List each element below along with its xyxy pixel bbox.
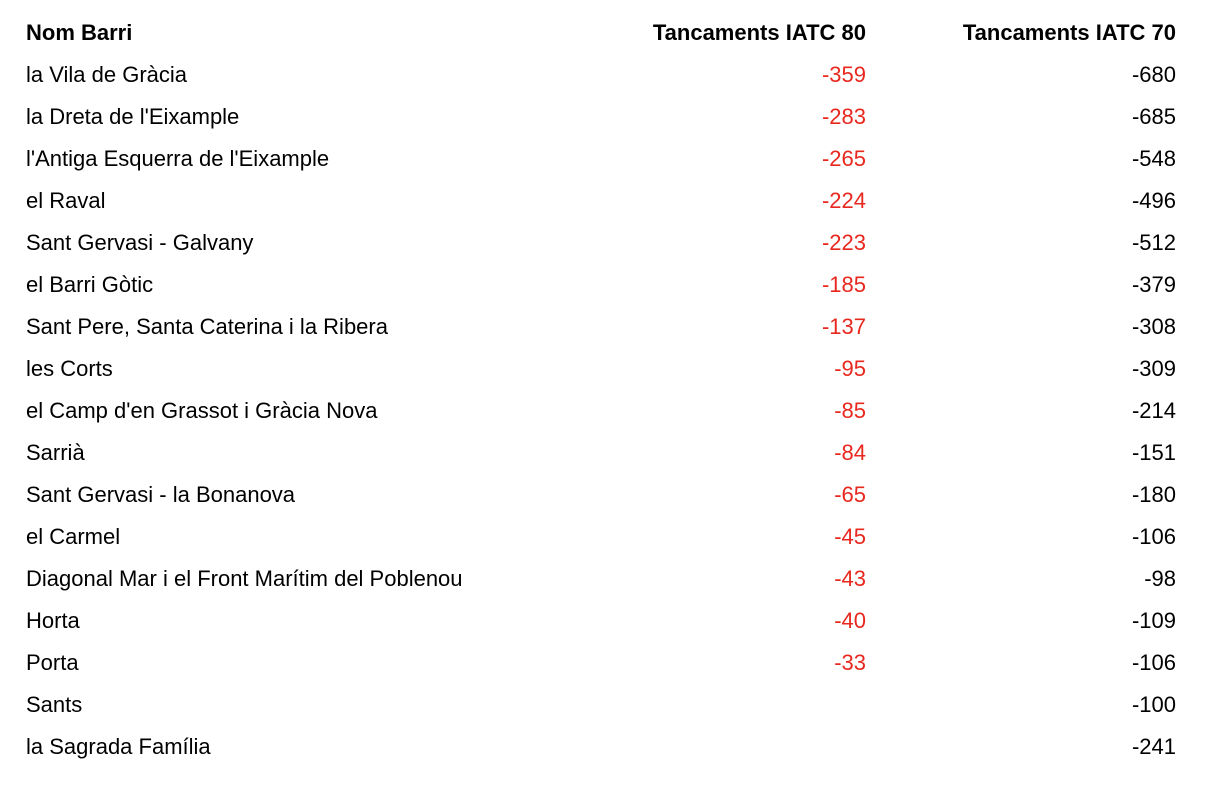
cell-iatc-80[interactable]: -84 (834, 440, 866, 465)
cell-nom-barri[interactable]: la Vila de Gràcia (26, 62, 188, 87)
header-row (26, 12, 1176, 54)
cell-iatc-70[interactable]: -379 (1131, 272, 1176, 297)
cell-iatc-80[interactable]: -185 (821, 272, 866, 297)
cell-iatc-80[interactable]: -359 (821, 62, 866, 87)
cell-iatc-80[interactable]: -45 (834, 524, 866, 549)
cell-iatc-70[interactable]: -106 (1131, 650, 1176, 675)
cell-iatc-80[interactable]: -85 (834, 398, 866, 423)
table-row (26, 54, 1176, 96)
table-row (26, 516, 1176, 558)
table-row (26, 474, 1176, 516)
cell-iatc-70[interactable]: -214 (1131, 398, 1176, 423)
cell-iatc-70[interactable]: -151 (1131, 440, 1176, 465)
cell-nom-barri[interactable]: Porta (26, 650, 79, 675)
cell-iatc-80[interactable]: -43 (834, 566, 866, 591)
cell-iatc-80[interactable]: -33 (834, 650, 866, 675)
table-row (26, 642, 1176, 684)
cell-iatc-70[interactable]: -241 (1131, 734, 1176, 759)
cell-iatc-80[interactable]: -65 (834, 482, 866, 507)
cell-iatc-80[interactable]: -224 (821, 188, 866, 213)
header-nom-barri[interactable]: Nom Barri (26, 20, 133, 45)
data-table (26, 12, 1176, 768)
cell-iatc-80[interactable]: -40 (834, 608, 866, 633)
table-row (26, 222, 1176, 264)
cell-iatc-70[interactable]: -98 (1144, 566, 1176, 591)
cell-iatc-80[interactable]: -137 (821, 314, 866, 339)
cell-iatc-70[interactable]: -100 (1131, 692, 1176, 717)
header-tancaments-iatc-80[interactable]: Tancaments IATC 80 (652, 20, 866, 45)
table-row (26, 180, 1176, 222)
cell-nom-barri[interactable]: Sant Gervasi - Galvany (26, 230, 254, 255)
cell-nom-barri[interactable]: Horta (26, 608, 80, 633)
cell-nom-barri[interactable]: el Camp d'en Grassot i Gràcia Nova (26, 398, 378, 423)
cell-iatc-80[interactable]: -95 (834, 356, 866, 381)
cell-nom-barri[interactable]: les Corts (26, 356, 113, 381)
table-row (26, 306, 1176, 348)
cell-iatc-80[interactable] (586, 684, 866, 726)
cell-nom-barri[interactable]: Sarrià (26, 440, 85, 465)
cell-iatc-70[interactable]: -680 (1131, 62, 1176, 87)
header-tancaments-iatc-70[interactable]: Tancaments IATC 70 (962, 20, 1176, 45)
cell-nom-barri[interactable]: l'Antiga Esquerra de l'Eixample (26, 146, 330, 171)
cell-iatc-80[interactable]: -223 (821, 230, 866, 255)
table-row (26, 558, 1176, 600)
cell-iatc-70[interactable]: -496 (1131, 188, 1176, 213)
table-row (26, 264, 1176, 306)
cell-nom-barri[interactable]: la Sagrada Família (26, 734, 211, 759)
cell-iatc-70[interactable]: -180 (1131, 482, 1176, 507)
cell-iatc-70[interactable]: -308 (1131, 314, 1176, 339)
cell-nom-barri[interactable]: Sant Pere, Santa Caterina i la Ribera (26, 314, 388, 339)
table-row (26, 390, 1176, 432)
table-body (26, 54, 1176, 768)
table-row (26, 348, 1176, 390)
cell-iatc-80[interactable] (586, 726, 866, 768)
cell-iatc-70[interactable]: -309 (1131, 356, 1176, 381)
cell-nom-barri[interactable]: Diagonal Mar i el Front Marítim del Poblenou (26, 566, 463, 591)
table-row (26, 432, 1176, 474)
cell-nom-barri[interactable]: el Carmel (26, 524, 121, 549)
cell-iatc-70[interactable]: -109 (1131, 608, 1176, 633)
cell-iatc-80[interactable]: -265 (821, 146, 866, 171)
cell-nom-barri[interactable]: Sants (26, 692, 83, 717)
cell-nom-barri[interactable]: el Raval (26, 188, 106, 213)
cell-iatc-70[interactable]: -685 (1131, 104, 1176, 129)
cell-iatc-70[interactable]: -512 (1131, 230, 1176, 255)
cell-iatc-70[interactable]: -548 (1131, 146, 1176, 171)
cell-nom-barri[interactable]: la Dreta de l'Eixample (26, 104, 240, 129)
table-row (26, 138, 1176, 180)
cell-nom-barri[interactable]: Sant Gervasi - la Bonanova (26, 482, 296, 507)
table-row (26, 600, 1176, 642)
table-row (26, 96, 1176, 138)
cell-iatc-80[interactable]: -283 (821, 104, 866, 129)
cell-iatc-70[interactable]: -106 (1131, 524, 1176, 549)
table-row (26, 726, 1176, 768)
cell-nom-barri[interactable]: el Barri Gòtic (26, 272, 154, 297)
table-row (26, 684, 1176, 726)
